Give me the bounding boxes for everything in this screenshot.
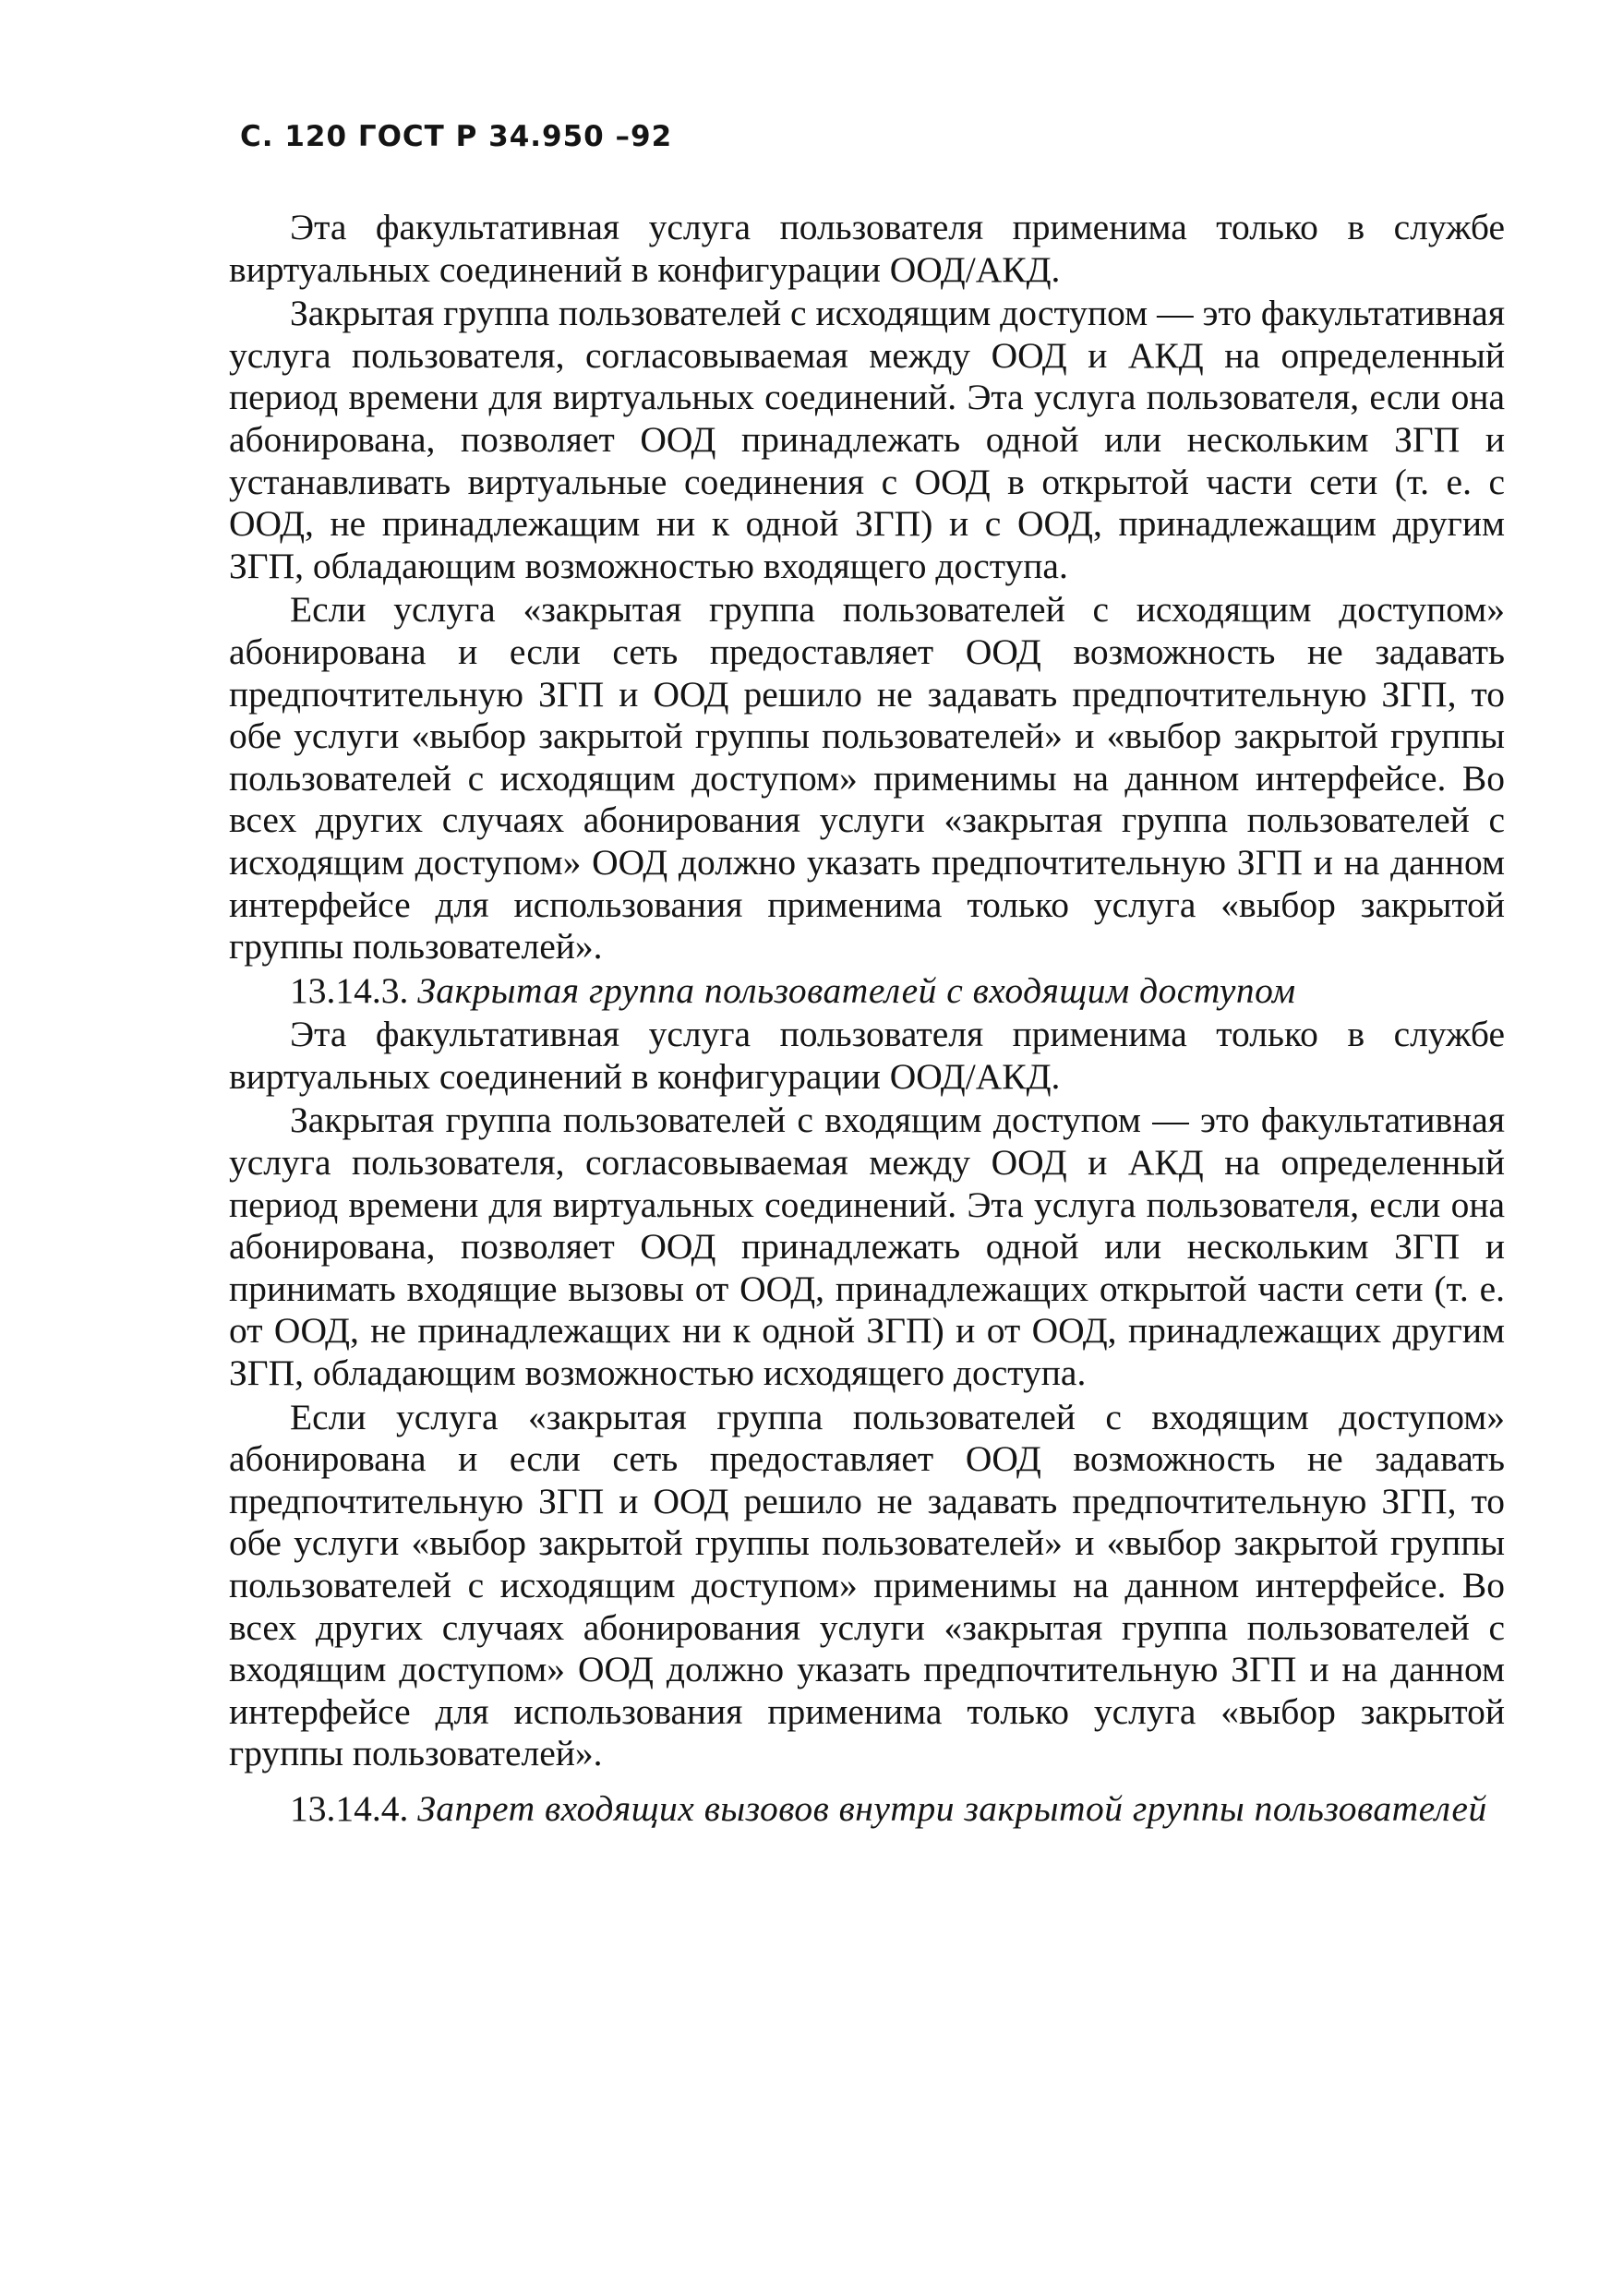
section-heading bbox=[229, 970, 1505, 1013]
paragraph: Если услуга «закрытая группа пользователей с входящим доступом» абонирована и если сеть предоставляет ООД возможность не задавать предпочтительную ЗГП и ООД решило не задавать предпочтительную ЗГП, то обе услуги «выбор закрытой группы пользователей» и «выбор закрытой группы пользователей с исходящим доступом» применимы на данном интерфейсе. Во всех других случаях абонирования услуги «закрытая группа пользователей с входящим доступом» ООД должно указать предпочтительную ЗГП и на данном интерфейсе для использования применима только услуга «выбор закрытой группы пользователей». bbox=[229, 1396, 1505, 1774]
document-body bbox=[229, 207, 1505, 1831]
paragraph: Если услуга «закрытая группа пользователей с исходящим доступом» абонирована и если сеть предоставляет ООД возможность не задавать предпочтительную ЗГП и ООД решило не задавать предпочтительную ЗГП, то обе услуги «выбор закрытой группы пользователей» и «выбор закрытой группы пользователей с исходящим доступом» применимы на данном интерфейсе. Во всех других случаях абонирования услуги «закрытая группа пользователей с исходящим доступом» ООД должно указать предпочтительную ЗГП и на данном интерфейсе для использования применима только услуга «выбор закрытой группы пользователей». bbox=[229, 589, 1505, 968]
paragraph: Закрытая группа пользователей с входящим доступом — это факультативная услуга пользователя, согласовываемая между ООД и АКД на определенный период времени для виртуальных соединений. Эта услуга пользователя, если она абонирована, позволяет ООД принадлежать одной или нескольким ЗГП и принимать входящие вызовы от ООД, принадлежащих открытой части сети (т. е. от ООД, не принадлежащих ни к одной ЗГП) и от ООД, принадлежащих другим ЗГП, обладающим возможностью исходящего доступа. bbox=[229, 1100, 1505, 1394]
page-header: С. 120 ГОСТ Р 34.950 –92 bbox=[240, 120, 673, 153]
document-page bbox=[229, 118, 1505, 1833]
section-title: Закрытая группа пользователей с входящим доступом bbox=[417, 969, 1296, 1011]
section-number: 13.14.3. bbox=[290, 969, 409, 1011]
paragraph: Эта факультативная услуга пользователя применима только в службе виртуальных соединений в конфигурации ООД/АКД. bbox=[229, 1014, 1505, 1097]
section-number: 13.14.4. bbox=[290, 1787, 409, 1829]
section-title: Запрет входящих вызовов внутри закрытой группы пользователей bbox=[417, 1787, 1487, 1829]
paragraph: Эта факультативная услуга пользователя применима только в службе виртуальных соединений в конфигурации ООД/АКД. bbox=[229, 207, 1505, 290]
section-heading bbox=[229, 1788, 1505, 1831]
paragraph: Закрытая группа пользователей с исходящим доступом — это факультативная услуга пользователя, согласовываемая между ООД и АКД на определенный период времени для виртуальных соединений. Эта услуга пользователя, если она абонирована, позволяет ООД принадлежать одной или нескольким ЗГП и устанавливать виртуальные соединения с ООД в открытой части сети (т. е. с ООД, не принадлежащим ни к одной ЗГП) и с ООД, принадлежащим другим ЗГП, обладающим возможностью входящего доступа. bbox=[229, 293, 1505, 586]
